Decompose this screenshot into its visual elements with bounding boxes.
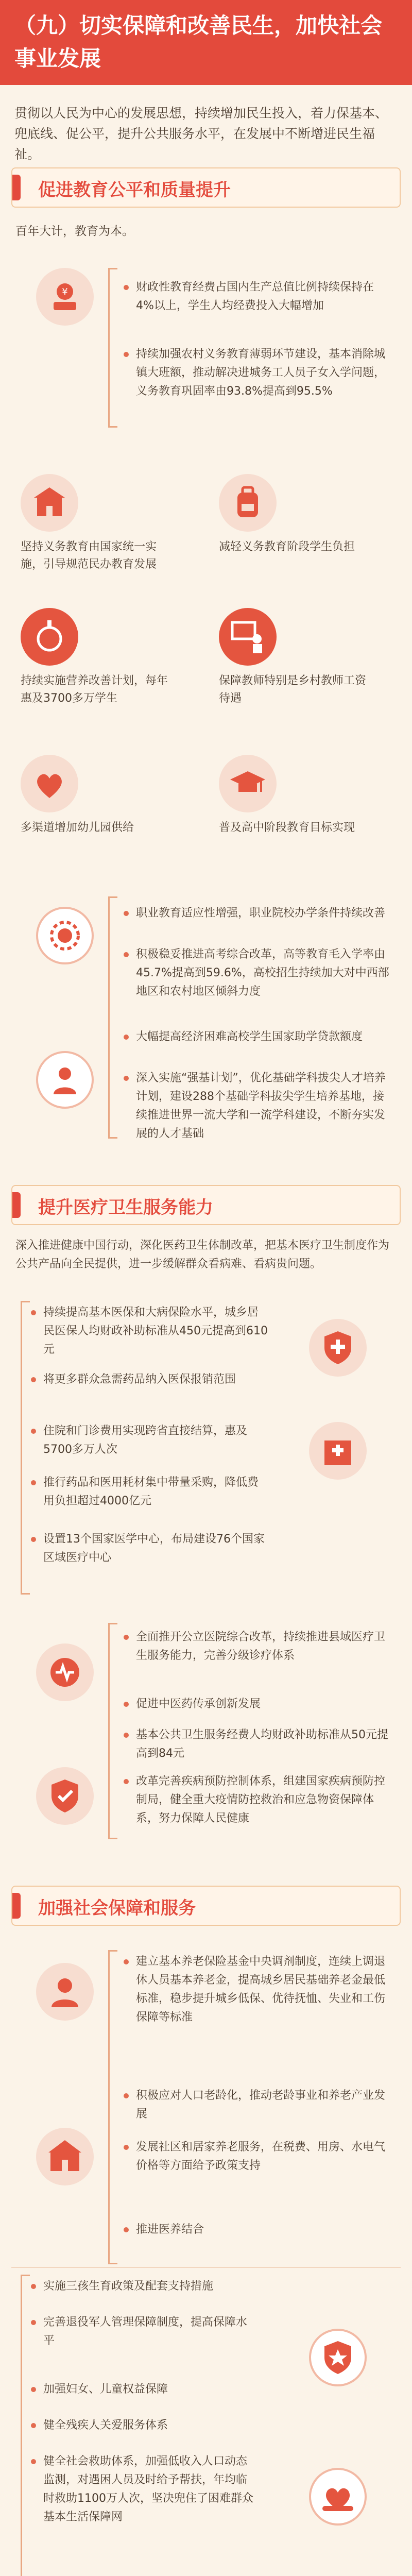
list-item-text: 持续提高基本医保和大病保险水平，城乡居民医保人均财政补助标准从450元提高到610元	[43, 1306, 268, 1356]
list-item-text: 财政性教育经费占国内生产总值比例持续保持在4%以上，学生人均经费投入大幅增加	[136, 281, 374, 312]
teacher-icon	[219, 608, 277, 666]
section-header-social	[11, 1886, 401, 1926]
school-icon	[21, 474, 78, 532]
bullet-dot	[31, 2284, 36, 2289]
health-intro-text: 深入推进健康中国行动，深化医药卫生体制改革，把基本医疗卫生制度作为公共产品向全民提供，进一步缓解群众看病难、看病贵问题。	[15, 1239, 390, 1270]
medical-insurance-icon	[309, 1319, 367, 1377]
list-item-text: 将更多群众急需药品纳入医保报销范围	[43, 1373, 236, 1386]
list-item-text: 实施三孩生育政策及配套支持措施	[43, 2280, 214, 2293]
bullet-dot	[124, 352, 129, 357]
bracket-decoration	[108, 896, 124, 1139]
grid-text-school: 坚持义务教育由国家统一实施，引导规范民办教育发展	[21, 540, 157, 571]
vocational-icon	[36, 907, 94, 964]
graduation-icon	[219, 755, 277, 812]
divider	[11, 2267, 401, 2268]
grid-text-graduation: 普及高中阶段教育目标实现	[219, 821, 355, 834]
bullet-dot	[124, 1076, 129, 1081]
pension-icon	[36, 1963, 94, 2021]
svg-text:¥: ¥	[62, 286, 68, 297]
assistance-icon	[309, 2468, 367, 2526]
list-item-text: 完善退役军人管理保障制度，提高保障水平	[43, 2316, 248, 2347]
section-title-social: 加强社会保障和服务	[38, 1898, 196, 1919]
list-item-text: 健全社会救助体系，加强低收入人口动态监测，对遇困人员及时给予帮扶，年均临时救助1100万人次，坚决兜住了困难群众基本生活保障网	[43, 2455, 253, 2523]
bullet-dot	[124, 1959, 129, 1964]
intro-paragraph: 贯彻以人民为中心的发展思想，持续增加民生投入，着力保基本、兜底线、促公平，提升公共服务水平，在发展中不断增进民生福祉。	[14, 106, 388, 162]
list-item-text: 持续加强农村义务教育薄弱环节建设，基本消除城镇大班额，推动解决进城务工人员子女入学问题，义务教育巩固率由93.8%提高到95.5%	[136, 348, 386, 398]
bracket-decoration	[21, 1301, 36, 1595]
elderly-care-icon	[36, 2128, 94, 2185]
list-item-text: 积极应对人口老龄化，推动老龄事业和养老产业发展	[136, 2089, 386, 2121]
list-item-text: 发展社区和居家养老服务，在税费、用房、水电气价格等方面给予政策支持	[136, 2141, 386, 2172]
veteran-icon	[309, 2329, 367, 2386]
bullet-dot	[31, 1429, 36, 1434]
bullet-dot	[124, 1635, 129, 1640]
section-title-health: 提升医疗卫生服务能力	[38, 1197, 213, 1218]
backpack-icon	[219, 474, 277, 532]
nutrition-icon	[21, 608, 78, 666]
list-item-text: 加强妇女、儿童权益保障	[43, 2383, 168, 2396]
bullet-dot	[124, 2145, 129, 2150]
list-item-text: 基本公共卫生服务经费人均财政补助标准从50元提高到84元	[136, 1728, 388, 1760]
hospital-icon	[309, 1422, 367, 1480]
talent-icon	[36, 1051, 94, 1109]
list-item-text: 深入实施“强基计划”，优化基础学科拔尖人才培养计划，建设288个基础学科拔尖学生培养基地，接续推进世界一流大学和一流学科建设，不断夯实发展的人才基础	[136, 1072, 386, 1140]
bullet-dot	[31, 2320, 36, 2325]
kindergarten-icon	[21, 755, 78, 812]
list-item-text: 建立基本养老保险基金中央调剂制度，连续上调退休人员基本养老金，提高城乡居民基础养老金最低标准，稳步提升城乡低保、优待抚恤、失业和工伤保障等标准	[136, 1955, 386, 2024]
list-item-text: 全面推开公立医院综合改革，持续推进县域医疗卫生服务能力，完善分级诊疗体系	[136, 1631, 386, 1662]
list-item-text: 健全残疾人关爱服务体系	[43, 2419, 168, 2432]
grid-text-teacher: 保障教师特别是乡村教师工资待遇	[219, 674, 367, 705]
title-bar	[0, 0, 412, 85]
bullet-dot	[31, 2423, 36, 2428]
bullet-dot	[31, 2387, 36, 2392]
bullet-dot	[31, 1537, 36, 1542]
public-health-icon	[36, 1643, 94, 1701]
bracket-decoration	[108, 1623, 124, 1839]
bullet-dot	[124, 2227, 129, 2232]
education-funding-icon	[36, 268, 94, 326]
list-item-text: 推进医养结合	[136, 2223, 204, 2236]
bullet-dot	[31, 1310, 36, 1315]
bullet-dot	[31, 2459, 36, 2464]
disease-control-icon	[36, 1767, 94, 1825]
bullet-dot	[124, 285, 129, 290]
bullet-dot	[124, 1779, 129, 1784]
bracket-decoration	[108, 268, 124, 428]
grid-text-kindergarten: 多渠道增加幼儿园供给	[21, 821, 134, 834]
bullet-dot	[31, 1377, 36, 1382]
bullet-dot	[31, 1480, 36, 1485]
grid-text-nutrition: 持续实施营养改善计划，每年惠及3700多万学生	[21, 674, 168, 705]
list-item-text: 促进中医药传承创新发展	[136, 1698, 261, 1710]
grid-text-backpack: 减轻义务教育阶段学生负担	[219, 540, 355, 553]
bullet-dot	[124, 1035, 129, 1040]
section-title-education: 促进教育公平和质量提升	[38, 180, 231, 200]
section-header-education	[11, 167, 401, 208]
list-item-text: 设置13个国家医学中心，布局建设76个国家区域医疗中心	[43, 1533, 265, 1564]
bullet-dot	[124, 2093, 129, 2098]
page-title: （九）切实保障和改善民生，加快社会事业发展	[14, 13, 383, 71]
list-item-text: 职业教育适应性增强，职业院校办学条件持续改善	[136, 907, 386, 920]
bullet-dot	[124, 1702, 129, 1707]
bullet-dot	[124, 952, 129, 957]
section-header-health	[11, 1185, 401, 1225]
list-item-text: 改革完善疾病预防控制体系，组建国家疾病预防控制局，健全重大疫情防控救治和应急物资保障体系，努力保障人民健康	[136, 1775, 386, 1825]
list-item-text: 住院和门诊费用实现跨省直接结算，惠及5700多万人次	[43, 1425, 248, 1456]
bullet-dot	[124, 1733, 129, 1738]
list-item-text: 推行药品和医用耗材集中带量采购，降低费用负担超过4000亿元	[43, 1476, 259, 1507]
education-motto: 百年大计，教育为本。	[15, 225, 134, 238]
bracket-decoration	[108, 1950, 124, 2264]
list-item-text: 积极稳妥推进高考综合改革，高等教育毛入学率由45.7%提高到59.6%，高校招生持续加大对中西部地区和农村地区倾斜力度	[136, 948, 389, 998]
bullet-dot	[124, 911, 129, 916]
list-item-text: 大幅提高经济困难高校学生国家助学贷款额度	[136, 1030, 363, 1043]
